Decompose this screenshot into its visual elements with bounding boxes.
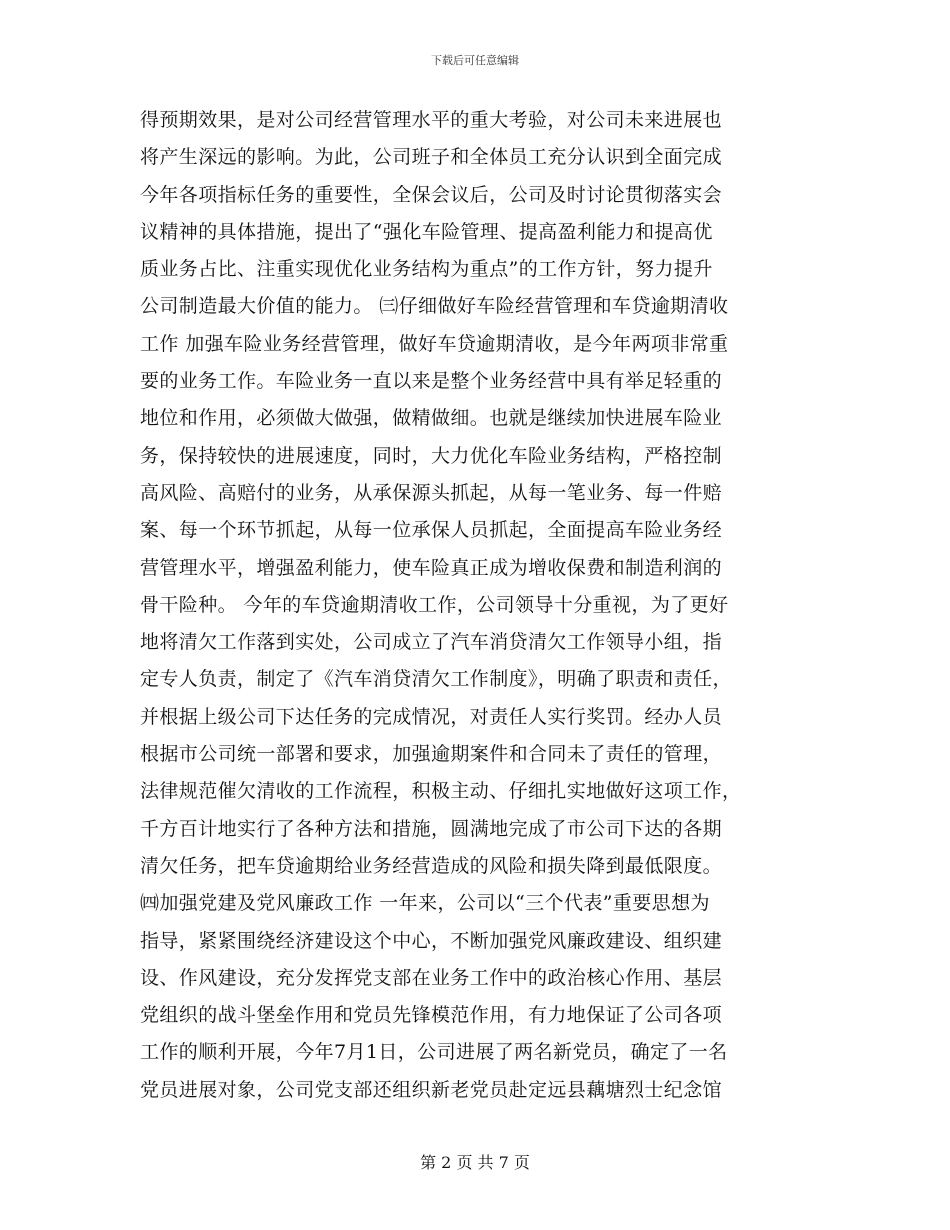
page-number-footer: 第 2 页 共 7 页 — [420, 1153, 530, 1172]
text-line: 千方百计地实行了各种方法和措施，圆满地完成了市公司下达的各期 — [140, 817, 723, 840]
text-line: 议精神的具体措施，提出了“强化车险管理、提高盈利能力和提高优 — [140, 220, 713, 243]
text-line: 法律规范催欠清收的工作流程，积极主动、仔细扎实地做好这项工作， — [140, 780, 742, 803]
text-line: 并根据上级公司下达任务的完成情况，对责任人实行奖罚。经办人员 — [140, 705, 723, 728]
text-line: 工作 加强车险业务经营管理，做好车贷逾期清收，是今年两项非常重 — [140, 332, 729, 355]
text-line: 质业务占比、注重实现优化业务结构为重点”的工作方针，努力提升 — [140, 258, 713, 281]
text-line: 地位和作用，必须做大做强，做精做细。也就是继续加快进展车险业 — [140, 407, 723, 430]
text-line: 指导，紧紧围绕经济建设这个中心，不断加强党风廉政建设、组织建 — [140, 929, 723, 952]
text-line: 工作的顺利开展，今年7月1日，公司进展了两名新党员，确定了一名 — [140, 1041, 728, 1064]
text-line: 设、作风建设，充分发挥党支部在业务工作中的政治核心作用、基层 — [140, 966, 723, 989]
body-text — [140, 102, 812, 1109]
text-line: 高风险、高赔付的业务，从承保源头抓起，从每一笔业务、每一件赔 — [140, 481, 723, 504]
page-header: 下载后可任意编辑 — [431, 54, 519, 67]
text-line: 根据市公司统一部署和要求，加强逾期案件和合同未了责任的管理， — [140, 743, 723, 766]
text-line: 得预期效果，是对公司经营管理水平的重大考验，对公司未来进展也 — [140, 109, 723, 131]
text-line: 党组织的战斗堡垒作用和党员先锋模范作用，有力地保证了公司各项 — [140, 1004, 723, 1027]
text-line: 将产生深远的影响。为此，公司班子和全体员工充分认识到全面完成 — [140, 146, 723, 169]
text-line: 今年各项指标任务的重要性，全保会议后，公司及时讨论贯彻落实会 — [140, 183, 723, 206]
text-line: 地将清欠工作落到实处，公司成立了汽车消贷清欠工作领导小组，指 — [140, 631, 723, 654]
text-line: 公司制造最大价值的能力。 ㈢仔细做好车险经营管理和车贷逾期清收 — [140, 295, 729, 318]
text-line: ㈣加强党建及党风廉政工作 一年来，公司以“三个代表”重要思想为 — [140, 892, 710, 915]
text-line: 定专人负责，制定了《汽车消贷清欠工作制度》，明确了职责和责任， — [140, 668, 732, 691]
text-line: 案、每一个环节抓起，从每一位承保人员抓起，全面提高车险业务经 — [140, 519, 723, 542]
text-line: 要的业务工作。车险业务一直以来是整个业务经营中具有举足轻重的 — [140, 370, 723, 393]
text-line: 党员进展对象，公司党支部还组织新老党员赴定远县藕塘烈士纪念馆 — [140, 1078, 723, 1101]
text-line: 营管理水平，增强盈利能力，使车险真正成为增收保费和制造利润的 — [140, 556, 723, 579]
text-line: 骨干险种。 今年的车贷逾期清收工作，公司领导十分重视，为了更好 — [140, 593, 729, 616]
text-line: 清欠任务，把车贷逾期给业务经营造成的风险和损失降到最低限度。 — [140, 854, 723, 877]
text-line: 务，保持较快的进展速度，同时，大力优化车险业务结构，严格控制 — [140, 444, 723, 467]
